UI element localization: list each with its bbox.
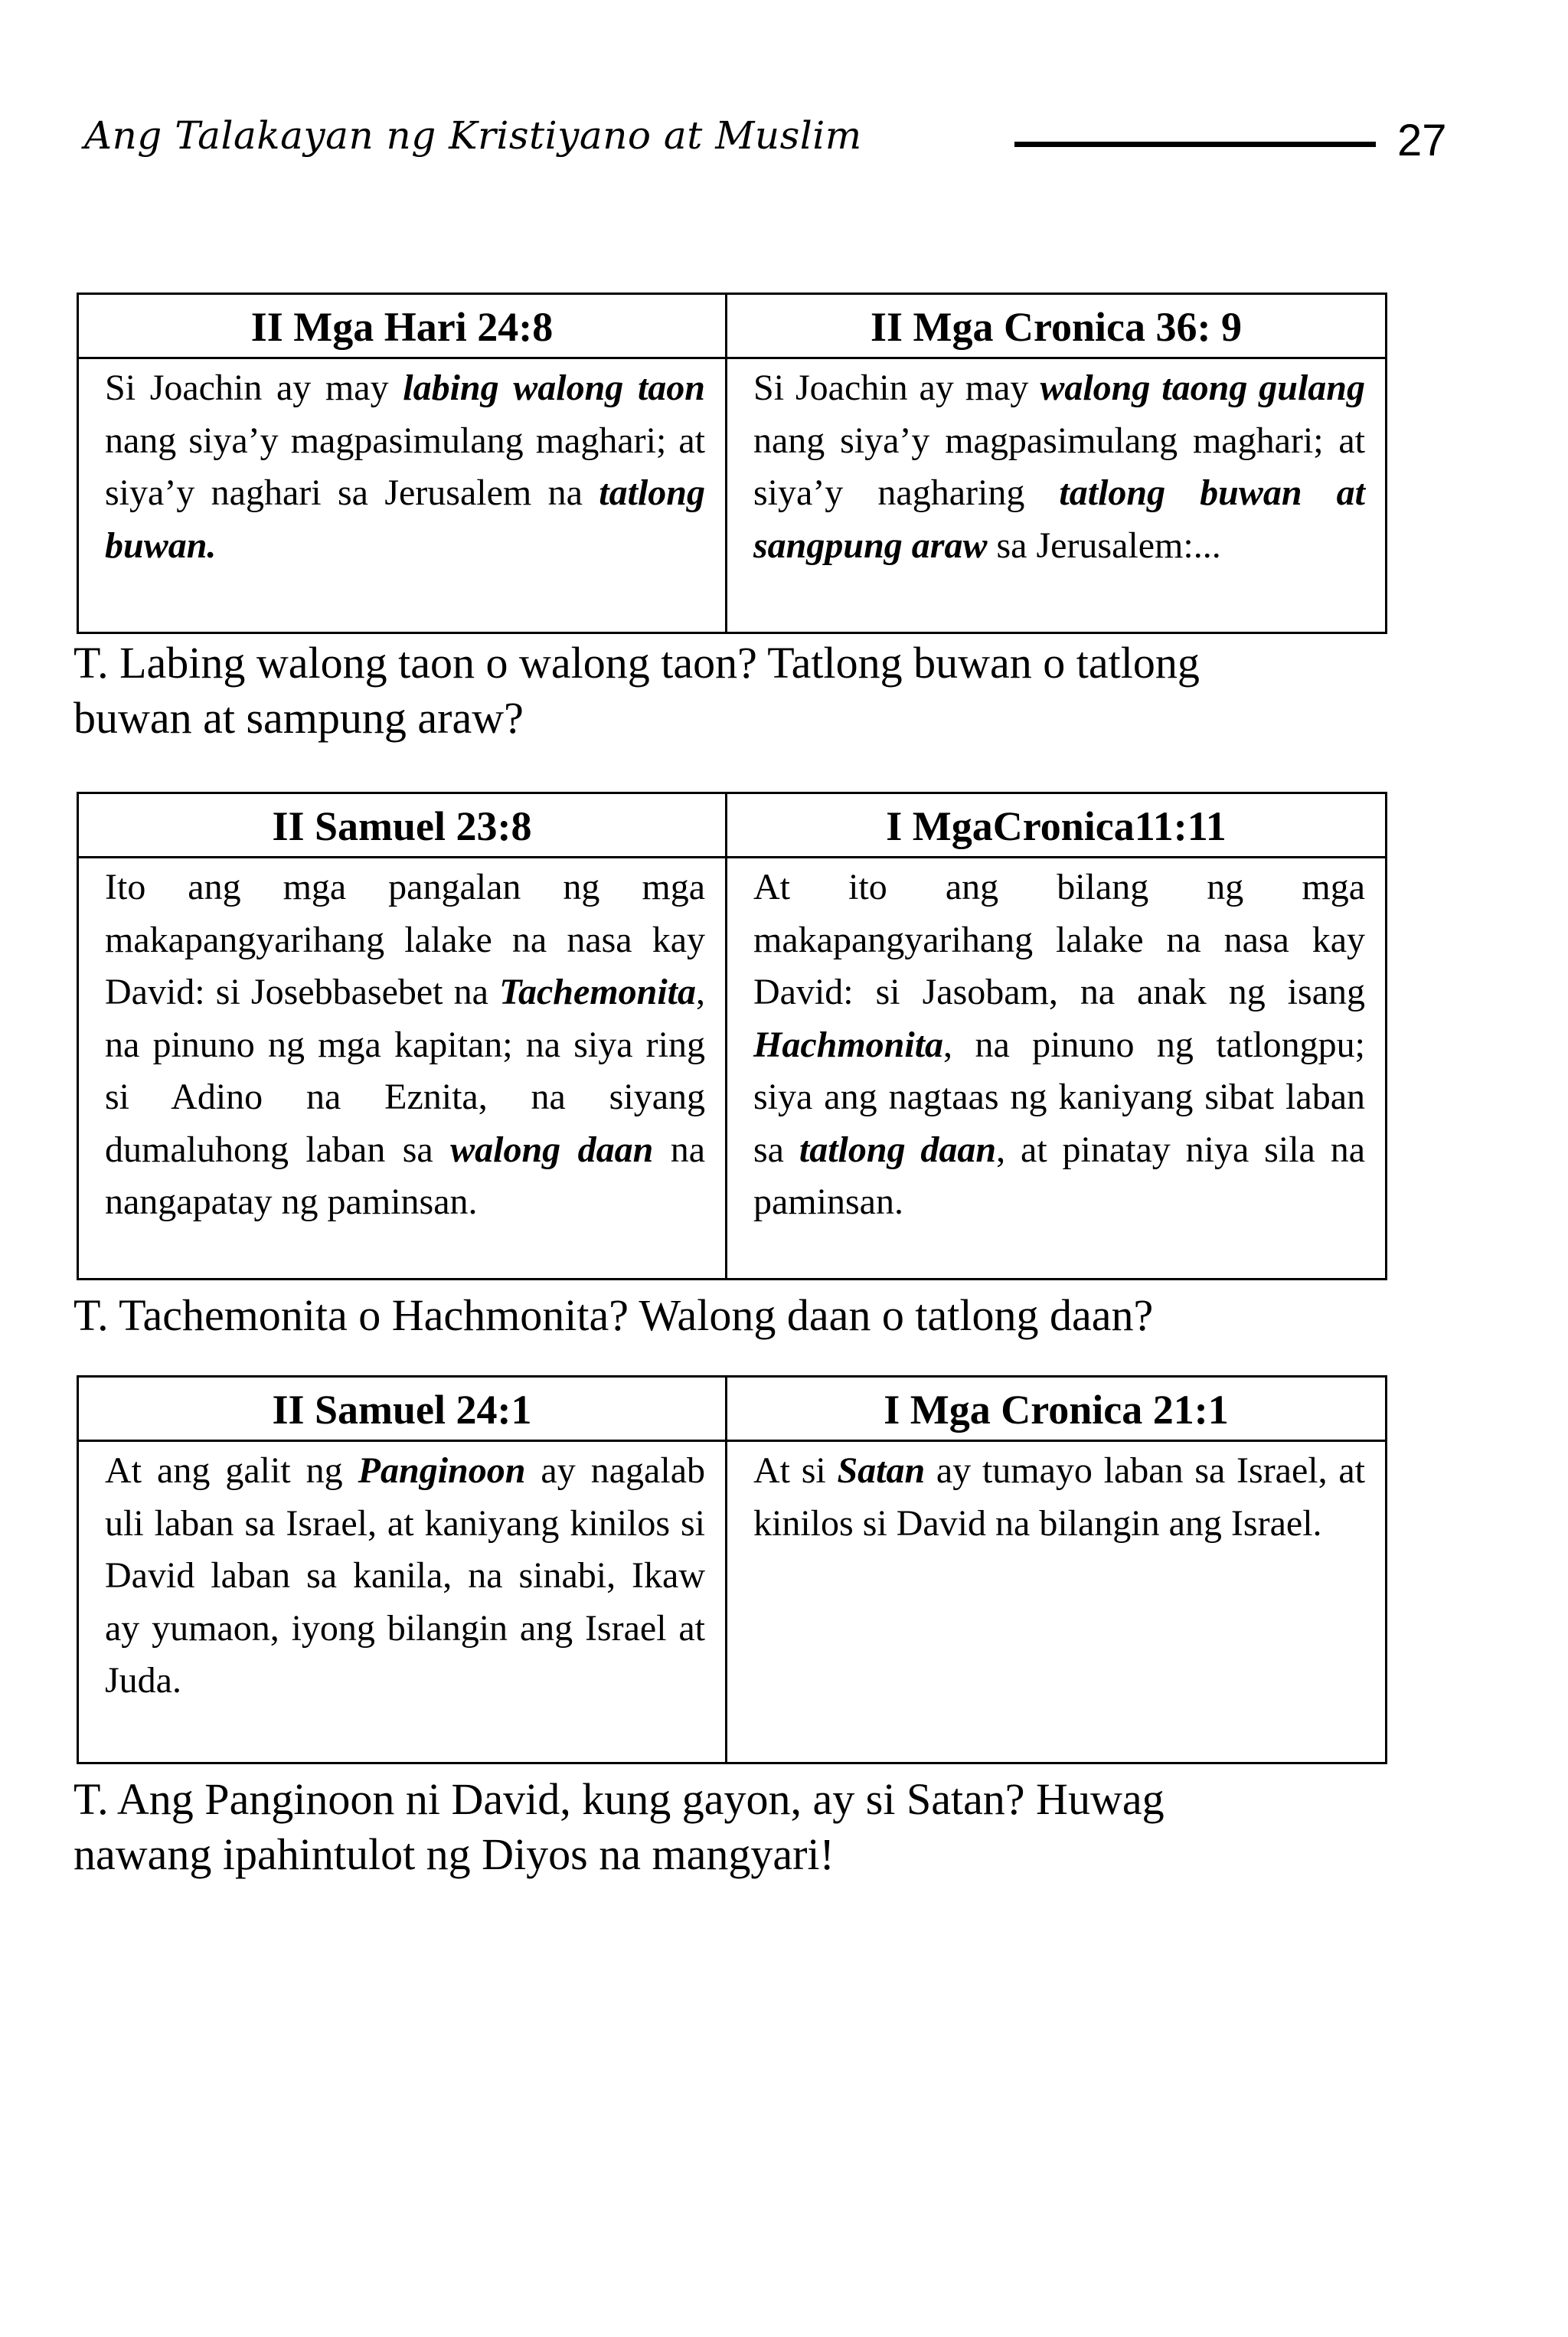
header-rule bbox=[1014, 142, 1376, 147]
question-2-line-1: T. Tachemonita o Hachmonita? Walong daan o tatlong daan? bbox=[74, 1290, 1154, 1340]
emphasized-phrase: walong taong gulang bbox=[1040, 368, 1365, 408]
running-header bbox=[84, 107, 1447, 168]
left-column bbox=[79, 794, 725, 1278]
right-column bbox=[725, 794, 1385, 1278]
left-passage bbox=[79, 858, 725, 1229]
passage-text: ay nagalab uli laban sa Israel, at kaniyang kinilos si David laban sa kanila, na sinabi, Ikaw ay yumaon, iyong bilangin ang Israel at Juda. bbox=[105, 1450, 705, 1701]
right-reference: I MgaCronica11:11 bbox=[727, 794, 1385, 858]
question-3-line-2: nawang ipahintulot ng Diyos na mangyari! bbox=[74, 1829, 835, 1879]
passage-text: At ito ang bilang ng mga makapangyarihang lalake na nasa kay David: si Jasobam, na anak ng isang bbox=[753, 867, 1365, 1012]
left-column bbox=[79, 295, 725, 632]
passage-text: , na pinuno ng tatlongpu; siya ang nagtaas ng kaniyang sibat laban sa bbox=[753, 1024, 1365, 1170]
passage-text: , at pinatay niya sila na paminsan. bbox=[753, 1129, 1366, 1222]
left-passage bbox=[79, 359, 725, 572]
comparison-table-2 bbox=[77, 792, 1387, 1280]
left-column bbox=[79, 1378, 725, 1762]
emphasized-phrase: Panginoon bbox=[358, 1450, 526, 1491]
question-3-line-1: T. Ang Panginoon ni David, kung gayon, ay si Satan? Huwag bbox=[74, 1774, 1165, 1824]
right-passage bbox=[727, 858, 1385, 1229]
emphasized-phrase: Hachmonita bbox=[753, 1024, 944, 1065]
passage-text: Ito ang mga pangalan ng mga makapangyarihang lalake na nasa kay David: si Josebbasebet na bbox=[105, 867, 705, 1012]
right-passage bbox=[727, 359, 1385, 572]
emphasized-phrase: tatlong buwan at sangpung araw bbox=[753, 472, 1365, 566]
passage-text: sa Jerusalem:... bbox=[987, 525, 1221, 566]
left-reference: II Mga Hari 24:8 bbox=[79, 295, 725, 359]
question-1-line-2: buwan at sampung araw? bbox=[74, 693, 524, 743]
emphasized-phrase: walong daan bbox=[450, 1129, 654, 1170]
passage-text: ay tumayo laban sa Israel, at kinilos si David na bilangin ang Israel. bbox=[753, 1450, 1365, 1544]
right-passage bbox=[727, 1442, 1385, 1550]
passage-text: At si bbox=[753, 1450, 838, 1491]
comparison-table-3 bbox=[77, 1375, 1387, 1764]
passage-text: At ang galit ng bbox=[105, 1450, 358, 1491]
passage-text: Si Joachin ay may bbox=[105, 368, 403, 408]
book-title: Ang Talakayan ng Kristiyano at Muslim bbox=[84, 113, 862, 158]
passage-text: Si Joachin ay may bbox=[753, 368, 1040, 408]
passage-text: nang siya’y magpasimulang maghari; at siya’y naghari sa Jerusalem na bbox=[105, 420, 705, 513]
passage-text: na nangapatay ng paminsan. bbox=[105, 1129, 705, 1222]
comparison-table-1 bbox=[77, 293, 1387, 634]
emphasized-phrase: Satan bbox=[837, 1450, 926, 1491]
emphasized-phrase: labing walong taon bbox=[403, 368, 705, 408]
right-column bbox=[725, 295, 1385, 632]
page-number: 27 bbox=[1397, 116, 1447, 165]
emphasized-phrase: Tachemonita bbox=[499, 972, 696, 1012]
right-reference: II Mga Cronica 36: 9 bbox=[727, 295, 1385, 359]
emphasized-phrase: tatlong daan bbox=[799, 1129, 997, 1170]
right-reference: I Mga Cronica 21:1 bbox=[727, 1378, 1385, 1442]
emphasized-phrase: tatlong buwan. bbox=[105, 472, 705, 566]
left-passage bbox=[79, 1442, 725, 1708]
question-1-line-1: T. Labing walong taon o walong taon? Tatlong buwan o tatlong bbox=[74, 638, 1200, 688]
passage-text: , na pinuno ng mga kapitan; na siya ring si Adino na Eznita, na siyang dumaluhong laban sa bbox=[105, 972, 705, 1170]
left-reference: II Samuel 24:1 bbox=[79, 1378, 725, 1442]
left-reference: II Samuel 23:8 bbox=[79, 794, 725, 858]
right-column bbox=[725, 1378, 1385, 1762]
passage-text: nang siya’y magpasimulang maghari; at siya’y nagharing bbox=[753, 420, 1365, 513]
